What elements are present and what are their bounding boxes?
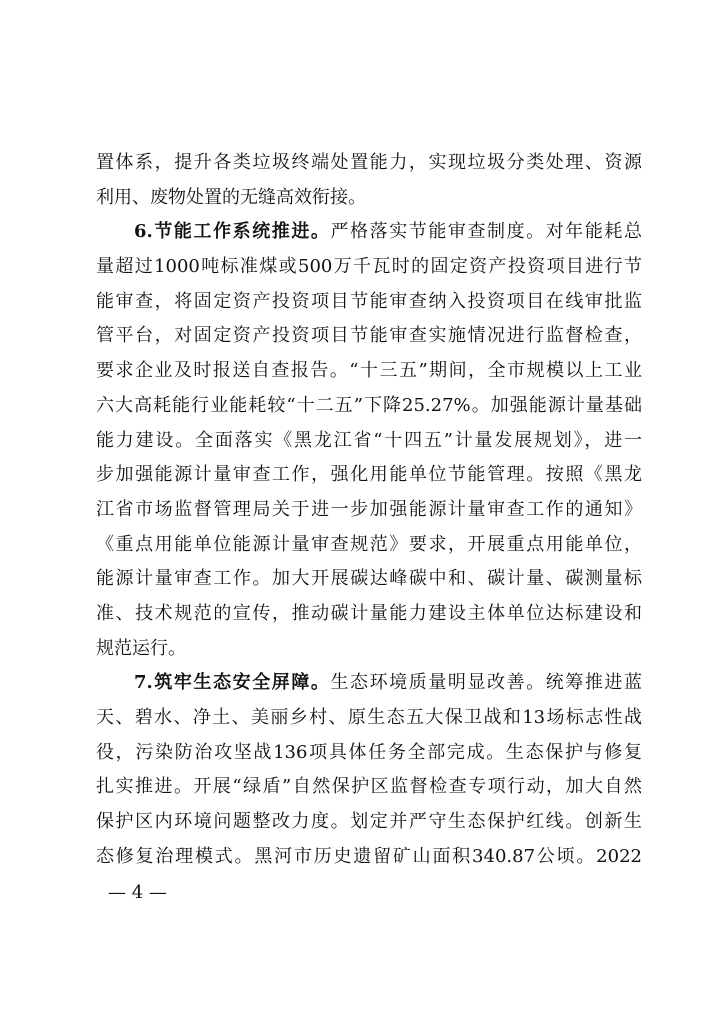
paragraph-line: 天、碧水、净土、美丽乡村、原生态五大保卫战和13场标志性战 xyxy=(96,707,642,728)
paragraph-line: 态修复治理模式。黑河市历史遗留矿山面积340.87公顷。2022 xyxy=(96,845,642,867)
paragraph-line: 利用、废物处置的无缝高效衔接。 xyxy=(96,186,366,208)
section-6-heading: 6.节能工作系统推进。 xyxy=(134,221,331,243)
page-number: — 4 — xyxy=(108,882,167,903)
paragraph-line: 保护区内环境问题整改力度。划定并严守生态保护红线。创新生 xyxy=(96,811,642,833)
body-text xyxy=(96,146,642,874)
paragraph-line: 能审查，将固定资产投资项目节能审查纳入投资项目在线审批监 xyxy=(96,290,642,312)
section-6-first-line-text: 严格落实节能审查制度。对年能耗总 xyxy=(330,221,642,243)
paragraph-line: 役，污染防治攻坚战136项具体任务全部完成。生态保护与修复 xyxy=(96,741,642,763)
paragraph-line: 能力建设。全面落实《黑龙江省“十四五”计量发展规划》，进一 xyxy=(96,429,642,451)
paragraph-line: 管平台，对固定资产投资项目节能审查实施情况进行监督检查， xyxy=(96,325,642,347)
section-6-first-line xyxy=(96,215,642,250)
section-7-heading: 7.筑牢生态安全屏障。 xyxy=(134,672,331,694)
paragraph-line: 要求企业及时报送自查报告。“十三五”期间，全市规模以上工业 xyxy=(96,360,642,382)
paragraph-line: 六大高耗能行业能耗较“十二五”下降25.27%。加强能源计量基础 xyxy=(96,394,642,416)
paragraph-line: 扎实推进。开展“绿盾”自然保护区监督检查专项行动，加大自然 xyxy=(96,776,642,798)
paragraph-line: 步加强能源计量审查工作，强化用能单位节能管理。按照《黑龙 xyxy=(96,464,642,486)
paragraph-line: 江省市场监督管理局关于进一步加强能源计量审查工作的通知》 xyxy=(96,498,642,520)
paragraph-line: 能源计量审查工作。加大开展碳达峰碳中和、碳计量、碳测量标 xyxy=(96,568,642,590)
section-7-first-line xyxy=(96,666,642,701)
paragraph-line: 准、技术规范的宣传，推动碳计量能力建设主体单位达标建设和 xyxy=(96,602,642,624)
paragraph-line: 《重点用能单位能源计量审查规范》要求，开展重点用能单位， xyxy=(96,533,642,555)
paragraph-line: 置体系，提升各类垃圾终端处置能力，实现垃圾分类处理、资源 xyxy=(96,152,642,173)
paragraph-line: 量超过1000吨标准煤或500万千瓦时的固定资产投资项目进行节 xyxy=(96,256,642,278)
section-7-first-line-text: 生态环境质量明显改善。统筹推进蓝 xyxy=(330,672,642,694)
paragraph-line: 规范运行。 xyxy=(96,637,186,659)
